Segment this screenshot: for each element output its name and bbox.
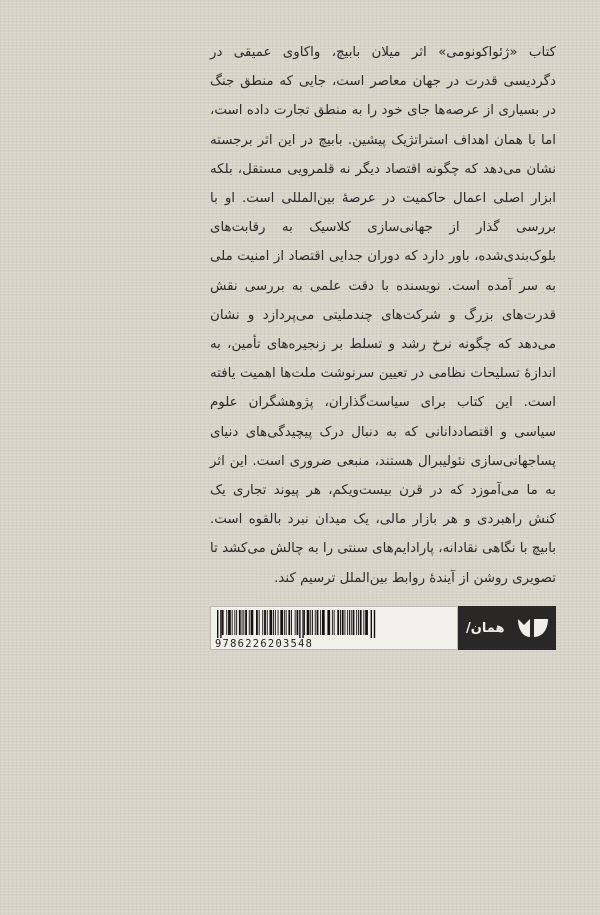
barcode-guard-bar xyxy=(217,610,218,638)
barcode-bar xyxy=(267,610,268,635)
publisher-name: همان/ xyxy=(466,620,505,636)
barcode-bars xyxy=(215,610,453,638)
barcode-bar xyxy=(320,610,321,635)
barcode-bar xyxy=(332,610,333,635)
barcode xyxy=(210,606,458,650)
blurb-text: کتاب «ژئواکونومی» اثر میلان بابیچ، واکاوی عمیقی در دگردیسی قدرت در جهان معاصر است، جایی که منطق جنگ در بسیاری از عرصه‌ها جای خود را به منطق تجارت داده است، اما با همان اهداف استراتژیک پیشین. بابیچ در این اثر برجسته نشان می‌دهد که چگونه اقتصاد دیگر نه قلمرویی مستقل، بلکه ابزار اصلی اعمال حاکمیت در عرصهٔ بین‌المللی است. او با بررسی گذار از جهانی‌سازی کلاسیک به رقابت‌های بلوک‌بندی‌شده، باور دارد که دوران جدایی اقتصاد از امنیت ملی به سر آمده است. نویسنده با دقت علمی به بررسی نقش قدرت‌های بزرگ و شرکت‌های چندملیتی می‌پردازد و نشان می‌دهد که چگونه نرخ رشد و تسلط بر زنجیره‌های تأمین، به اندازهٔ تسلیحات نظامی در تعیین سرنوشت ملت‌ها اهمیت یافته است. این کتاب برای سیاست‌گذاران، پژوهشگران علوم سیاسی و اقتصاددانانی که به دنبال درک پیچیدگی‌های دنیای پساجهانی‌سازی نئولیبرال هستند، منبعی ضروری است. این اثر به ما می‌آموزد که در قرن بیست‌ویکم، هر پیوند تجاری یک کنش راهبردی و هر بازار مالی، یک میدان نبرد بالقوه است. بابیچ با نگاهی نقادانه، پارادایم‌های سنتی را به چالش می‌کشد تا تصویری روشن از آیندهٔ روابط بین‌الملل ترسیم کند. xyxy=(210,45,556,586)
barcode-bar xyxy=(256,610,258,635)
barcode-bar xyxy=(222,610,224,635)
barcode-bar xyxy=(340,610,341,635)
barcode-bar xyxy=(275,610,276,635)
barcode-strip xyxy=(210,606,556,650)
barcode-bar xyxy=(351,610,352,635)
barcode-bar xyxy=(358,610,359,635)
barcode-bar xyxy=(345,610,346,635)
barcode-bar xyxy=(278,610,279,635)
barcode-bar xyxy=(347,610,348,635)
bird-wing-icon xyxy=(516,613,550,643)
barcode-bar xyxy=(243,610,244,635)
barcode-bar xyxy=(259,610,260,635)
barcode-bar xyxy=(312,610,313,635)
barcode-bar xyxy=(264,610,266,635)
barcode-bar xyxy=(315,610,316,635)
barcode-bar xyxy=(327,610,330,635)
barcode-bar xyxy=(228,610,231,635)
barcode-bar xyxy=(297,610,299,635)
barcode-bar xyxy=(310,610,311,635)
barcode-bar xyxy=(353,610,355,635)
barcode-bar xyxy=(288,610,290,635)
barcode-bar xyxy=(317,610,319,635)
barcode-bar xyxy=(273,610,274,635)
barcode-bar xyxy=(251,610,254,635)
barcode-bar xyxy=(295,610,296,635)
barcode-bar xyxy=(232,610,233,635)
barcode-bar xyxy=(234,610,235,635)
barcode-bar xyxy=(242,610,243,635)
barcode-guard-bar xyxy=(374,610,375,638)
barcode-bar xyxy=(286,610,287,635)
barcode-bar xyxy=(249,610,250,635)
barcode-bar xyxy=(365,610,368,635)
barcode-bar xyxy=(284,610,285,635)
barcode-bar xyxy=(349,610,350,635)
barcode-bar xyxy=(270,610,273,635)
barcode-bar xyxy=(322,610,325,635)
barcode-bar xyxy=(334,610,335,635)
barcode-bar xyxy=(245,610,247,635)
barcode-bar xyxy=(280,610,283,635)
barcode-bar xyxy=(337,610,339,635)
barcode-bar xyxy=(342,610,344,635)
barcode-bar xyxy=(291,610,292,635)
barcode-bar xyxy=(226,610,227,635)
publisher-badge xyxy=(458,606,556,650)
barcode-guard-bar xyxy=(220,610,221,638)
barcode-bar xyxy=(363,610,364,635)
barcode-bar xyxy=(239,610,241,635)
barcode-bar xyxy=(262,610,263,635)
barcode-guard-bar xyxy=(302,610,303,638)
isbn-number: 9786226203548 xyxy=(215,638,314,650)
barcode-bar xyxy=(307,610,310,635)
barcode-bar xyxy=(304,610,305,635)
barcode-guard-bar xyxy=(371,610,372,638)
barcode-bar xyxy=(236,610,237,635)
barcode-bar xyxy=(356,610,357,635)
barcode-guard-bar xyxy=(299,610,300,638)
barcode-bar xyxy=(360,610,362,635)
